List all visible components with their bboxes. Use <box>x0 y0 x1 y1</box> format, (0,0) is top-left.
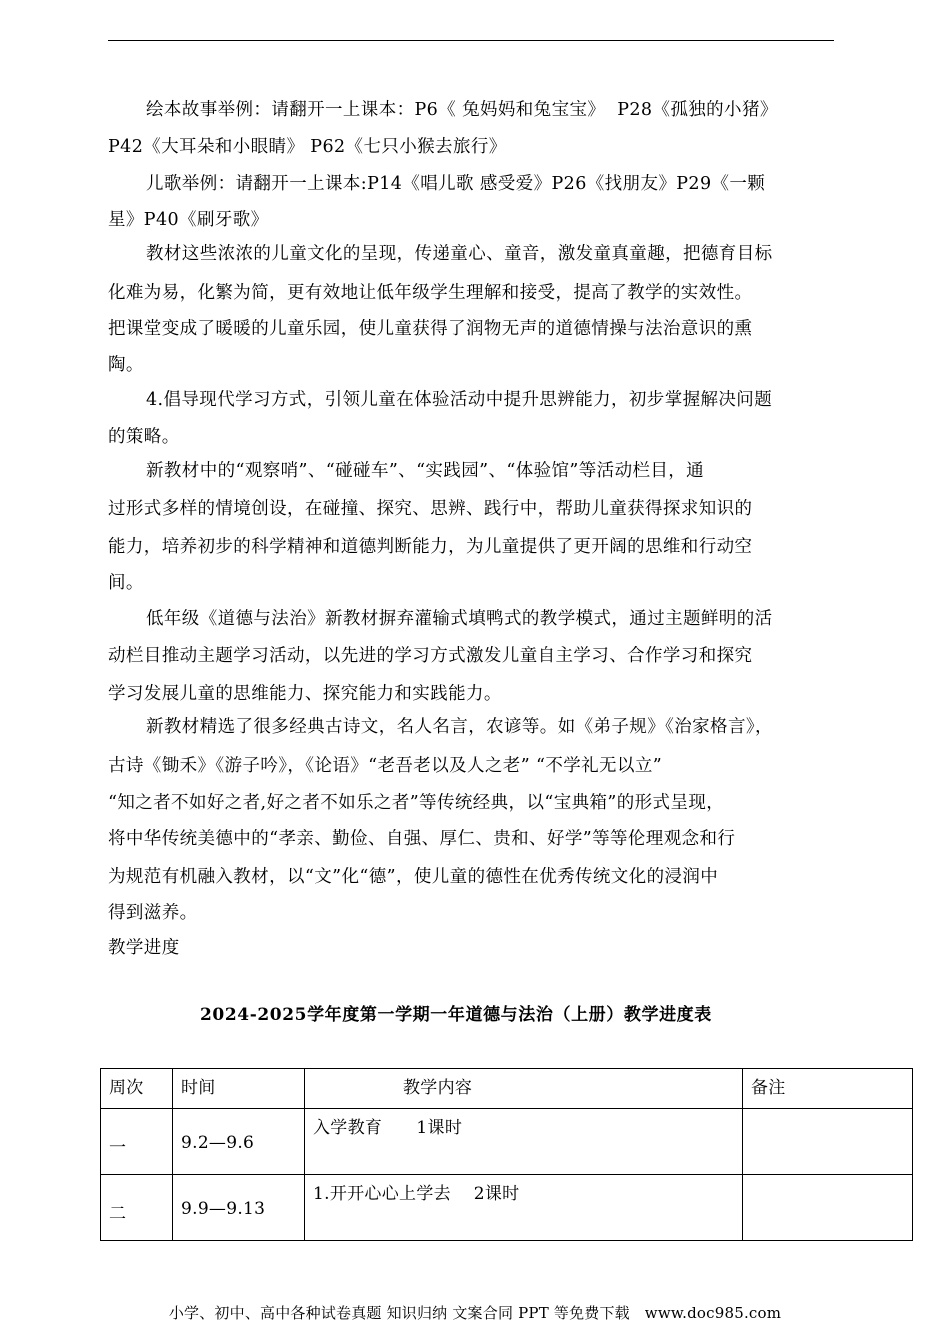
schedule-title: 2024-2025学年度第一学期一年道德与法治（上册）教学进度表 <box>200 1005 712 1025</box>
section-label: 教学进度 <box>108 938 180 958</box>
paragraph-line: 陶。 <box>108 355 144 375</box>
header-time: 时间 <box>173 1069 305 1109</box>
paragraph-line: 绘本故事举例：请翻开一上课本：P6《 兔妈妈和兔宝宝》 P28《孤独的小猪》 <box>146 100 778 120</box>
header-week: 周次 <box>101 1069 173 1109</box>
table-row <box>101 1175 913 1241</box>
paragraph-line: 得到滋养。 <box>108 903 198 923</box>
paragraph-line: 新教材精选了很多经典古诗文，名人名言，农谚等。如《弟子规》《治家格言》， <box>146 717 773 737</box>
header-rule <box>108 40 834 41</box>
paragraph-line: “知之者不如好之者,好之者不如乐之者”等传统经典，以“宝典箱”的形式呈现， <box>108 793 725 813</box>
cell-time: 9.2—9.6 <box>173 1109 305 1175</box>
paragraph-line: 学习发展儿童的思维能力、探究能力和实践能力。 <box>108 684 502 704</box>
table-row <box>101 1109 913 1175</box>
paragraph-line: 过形式多样的情境创设，在碰撞、探究、思辨、践行中，帮助儿童获得探求知识的 <box>108 499 753 519</box>
paragraph-line: 星》P40《刷牙歌》 <box>108 210 269 230</box>
paragraph-line: 儿歌举例：请翻开一上课本:P14《唱儿歌 感受爱》P26《找朋友》P29《一颗 <box>146 174 766 194</box>
cell-content: 入学教育 1课时 <box>305 1109 743 1175</box>
paragraph-line: 动栏目推动主题学习活动，以先进的学习方式激发儿童自主学习、合作学习和探究 <box>108 646 753 666</box>
paragraph-line: 4.倡导现代学习方式，引领儿童在体验活动中提升思辨能力，初步掌握解决问题 <box>146 390 773 410</box>
paragraph-line: P42《大耳朵和小眼睛》 P62《七只小猴去旅行》 <box>108 137 507 157</box>
paragraph-line: 新教材中的“观察哨”、“碰碰车”、“实践园”、“体验馆”等活动栏目，通 <box>146 461 705 481</box>
paragraph-line: 把课堂变成了暖暖的儿童乐园，使儿童获得了润物无声的道德情操与法治意识的熏 <box>108 319 753 339</box>
header-note: 备注 <box>743 1069 913 1109</box>
header-content: 教学内容 <box>305 1069 743 1109</box>
paragraph-line: 低年级《道德与法治》新教材摒弃灌输式填鸭式的教学模式，通过主题鲜明的活 <box>146 609 773 629</box>
cell-time: 9.9—9.13 <box>173 1175 305 1241</box>
paragraph-line: 将中华传统美德中的“孝亲、勤俭、自强、厚仁、贵和、好学”等等伦理观念和行 <box>108 829 736 849</box>
paragraph-line: 能力，培养初步的科学精神和道德判断能力，为儿童提供了更开阔的思维和行动空 <box>108 537 753 557</box>
footer-text: 小学、初中、高中各种试卷真题 知识归纳 文案合同 PPT 等免费下载 www.doc985.com <box>168 1304 782 1322</box>
paragraph-line: 间。 <box>108 573 144 593</box>
table-header-row <box>101 1069 913 1109</box>
paragraph-line: 教材这些浓浓的儿童文化的呈现，传递童心、童音，激发童真童趣，把德育目标 <box>146 244 773 264</box>
cell-note <box>743 1109 913 1175</box>
cell-content: 1.开开心心上学去 2课时 <box>305 1175 743 1241</box>
paragraph-line: 化难为易，化繁为简，更有效地让低年级学生理解和接受，提高了教学的实效性。 <box>108 283 753 303</box>
paragraph-line: 古诗《锄禾》《游子吟》，《论语》“老吾老以及人之老” “不学礼无以立” <box>108 756 663 776</box>
paragraph-line: 为规范有机融入教材，以“文”化“德”，使儿童的德性在优秀传统文化的浸润中 <box>108 867 719 887</box>
paragraph-line: 的策略。 <box>108 427 180 447</box>
cell-week: 二 <box>101 1175 173 1241</box>
cell-week: 一 <box>101 1109 173 1175</box>
schedule-table <box>100 1068 913 1241</box>
cell-note <box>743 1175 913 1241</box>
